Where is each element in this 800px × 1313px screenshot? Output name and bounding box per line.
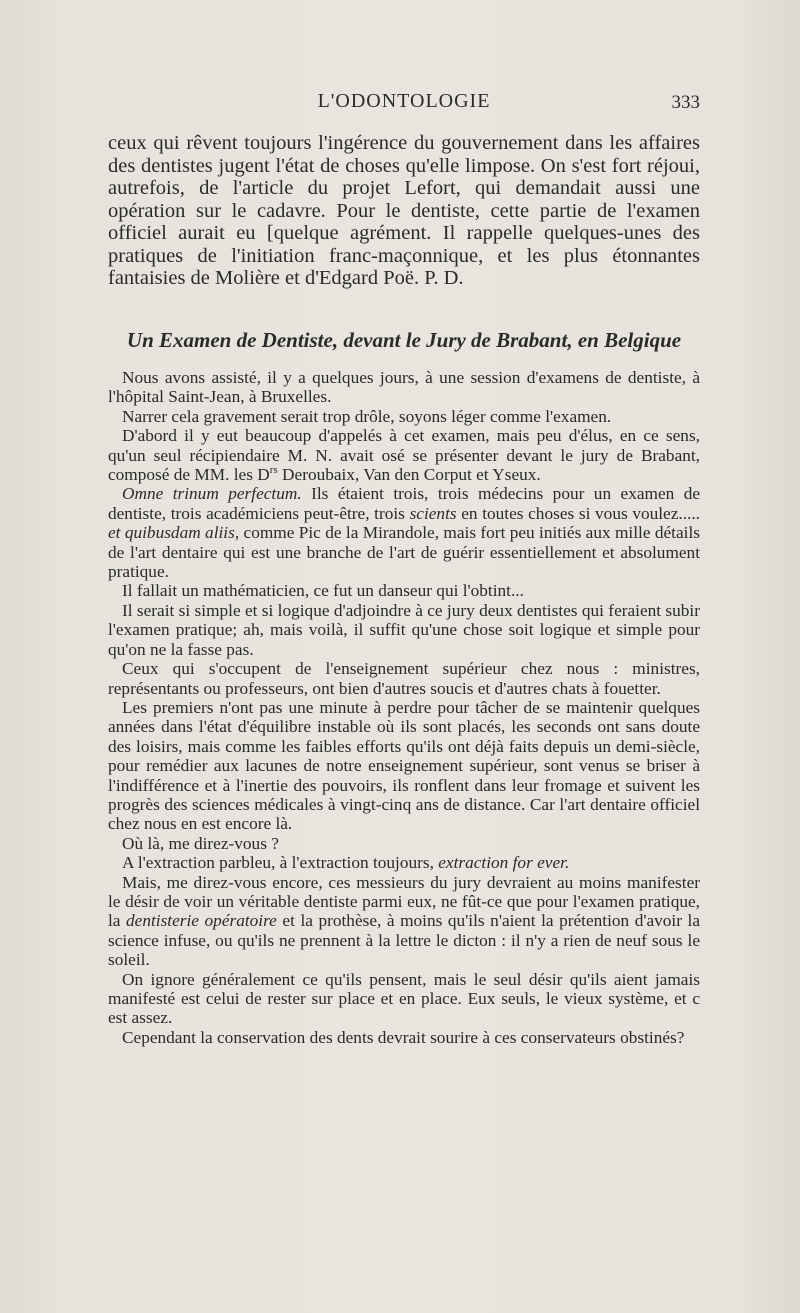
text-run: A l'extraction parbleu, à l'extraction toujours, — [122, 853, 439, 873]
paragraph — [108, 484, 700, 581]
italic-word: scients — [409, 503, 457, 523]
paragraph: On ignore généralement ce qu'ils pensent, mais le seul désir qu'ils aient jamais manifesté est celui de rester sur place et en place. Eux seuls, le vieux système, et c est assez. — [108, 969, 700, 1028]
text-run: Ils étaient trois, trois médecins pour un examen de dentiste, trois académiciens peut-être, trois — [108, 484, 701, 523]
italic-term: dentisterie opératoire — [126, 911, 277, 931]
running-title: L'ODONTOLOGIE — [317, 90, 491, 112]
text-run: Mais, me direz-vous encore, ces messieurs du jury devraient au moins manifester le désir de voir un véritable dentiste parmi eux, ne fût-ce que pour l'examen pratique, la — [108, 872, 700, 931]
paragraph: Il fallait un mathématicien, ce fut un danseur qui l'obtint... — [122, 581, 524, 601]
text-run: Deroubaix, Van den Corput et Yseux. — [277, 465, 541, 485]
text-run: et la prothèse, à moins qu'ils n'aient la prétention d'avoir la science infuse, ou qu'ils ne prennent à la lettre le dicton : il n'y a rien de neuf sous le soleil. — [108, 911, 701, 970]
text-run: D'abord il y eut beaucoup d'appelés à cet examen, mais peu d'élus, en ce sens, qu'un seul récipiendaire M. N. avait osé se présenter devant le jury de Brabant, composé de MM. les D — [108, 426, 700, 485]
text-run: en toutes choses si vous voulez..... — [456, 503, 700, 523]
page-header — [108, 90, 700, 120]
latin-phrase: Omne trinum perfectum. — [122, 484, 302, 504]
paragraph — [108, 873, 700, 970]
article-body — [108, 368, 700, 1047]
paragraph: Il serait si simple et si logique d'adjoindre à ce jury deux dentistes qui feraient subir l'examen pratique; ah, mais voilà, il suffit qu'une chose soit logique et simple pour qu'on ne la fasse pas. — [108, 600, 700, 659]
paragraph — [108, 853, 700, 872]
intro-paragraph: ceux qui rêvent toujours l'ingérence du gouvernement dans les affaires des dentistes jugent l'état de choses qu'elle limpose. On s'est fort réjoui, autrefois, de l'article du projet Lefort, qui demandait aussi une opération sur le cadavre. Pour le dentiste, cette partie de l'examen officiel aurait eu [quelque agrément. Il rappelle quelques-unes des pratiques de l'initiation franc-maçonnique, et les plus étonnantes fantaisies de Molière et d'Edgard Poë. P. D. — [108, 132, 700, 289]
page-number: 333 — [671, 92, 700, 113]
paragraph: Où là, me direz-vous ? — [122, 833, 279, 853]
paragraph: Narrer cela gravement serait trop drôle, soyons léger comme l'examen. — [122, 406, 612, 426]
english-phrase: extraction for ever. — [438, 853, 570, 873]
superscript: rs — [269, 464, 278, 477]
text-run: comme Pic de la Mirandole, mais fort peu initiés aux mille détails de l'art dentaire qui est une branche de l'art de guérir essentiellement et absolument pratique. — [108, 523, 700, 582]
latin-phrase: et quibusdam aliis, — [108, 523, 240, 543]
paragraph — [108, 426, 700, 484]
paragraph: Cependant la conservation des dents devrait sourire à ces conservateurs obstinés? — [122, 1027, 685, 1047]
paragraph: Les premiers n'ont pas une minute à perdre pour tâcher de se maintenir quelques années dans l'état d'équilibre instable où ils sont placés, les seconds ont sans doute des loisirs, mais comme les faibles efforts qu'ils ont déjà faits depuis un demi-siècle, pour remédier aux lacunes de notre enseignement supérieur, sont venus se briser à l'indifférence et à l'inertie des pouvoirs, ils ronflent dans leur fromage et suivent les progrès des sciences médicales à vingt-cinq ans de distance. Car l'art dentaire officiel chez nous en est encore là. — [108, 697, 700, 834]
paragraph: Nous avons assisté, il y a quelques jours, à une session d'examens de dentiste, à l'hôpital Saint-Jean, à Bruxelles. — [108, 368, 700, 407]
article-title: Un Examen de Dentiste, devant le Jury de Brabant, en Belgique — [126, 328, 682, 352]
paragraph: Ceux qui s'occupent de l'enseignement supérieur chez nous : ministres, représentants ou professeurs, ont bien d'autres soucis et d'autres chats à fouetter. — [108, 659, 700, 698]
